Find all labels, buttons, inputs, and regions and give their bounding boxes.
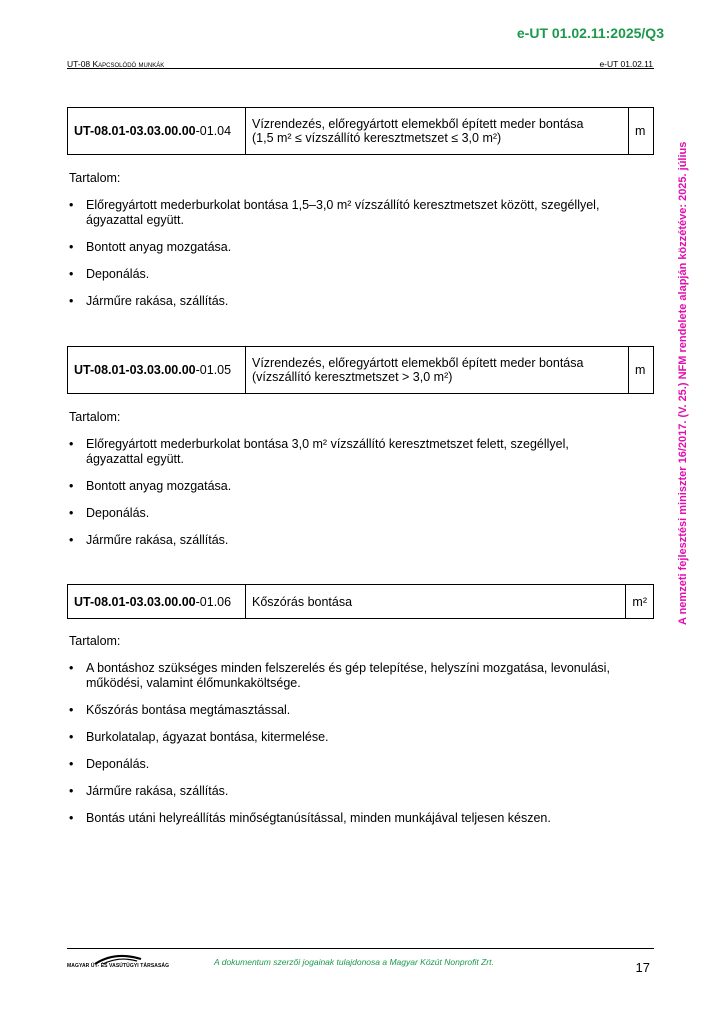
item-code: UT-08.01-03.03.00.00-01.06 bbox=[68, 585, 246, 619]
list-item: • Előregyártott mederburkolat bontása 1,5–3,0 m² vízszállító keresztmetszet között, szegéllyel, ágyazattal együtt. bbox=[69, 198, 629, 228]
item-unit: m bbox=[629, 108, 654, 155]
list-item: • Bontott anyag mozgatása. bbox=[69, 240, 629, 255]
list-item: • Bontás utáni helyreállítás minőségtanúsítással, minden munkájával teljesen készen. bbox=[69, 811, 629, 826]
list-item: • Burkolatalap, ágyazat bontása, kitermelése. bbox=[69, 730, 629, 745]
list-item: • Előregyártott mederburkolat bontása 3,0 m² vízszállító keresztmetszet felett, szegéllyel, ágyazattal együtt. bbox=[69, 437, 629, 467]
list-item: • Járműre rakása, szállítás. bbox=[69, 294, 629, 309]
item-code: UT-08.01-03.03.00.00-01.05 bbox=[68, 347, 246, 394]
document-reference: e-UT 01.02.11 bbox=[599, 59, 653, 69]
footer-divider bbox=[67, 948, 654, 949]
document-code: e-UT 01.02.11:2025/Q3 bbox=[516, 25, 664, 41]
list-item: • Járműre rakása, szállítás. bbox=[69, 533, 629, 548]
header-divider bbox=[67, 68, 654, 69]
item-table-01-06 bbox=[67, 584, 654, 619]
list-item: • Kőszórás bontása megtámasztással. bbox=[69, 703, 629, 718]
item-code: UT-08.01-03.03.00.00-01.04 bbox=[68, 108, 246, 155]
publication-side-note: A nemzeti fejlesztési miniszter 16/2017. (V. 25.) NFM rendelete alapján közzétéve: 2025. július bbox=[677, 141, 689, 625]
section-title: UT-08 Kapcsolódó munkák bbox=[67, 59, 165, 69]
list-item: • Járműre rakása, szállítás. bbox=[69, 784, 629, 799]
list-item: • Deponálás. bbox=[69, 757, 629, 772]
company-logo-icon bbox=[67, 951, 162, 973]
item-table-01-04 bbox=[67, 107, 654, 155]
list-item: • A bontáshoz szükséges minden felszerelés és gép telepítése, helyszíni mozgatása, levonulási, működési, valamint élőmunkaköltsége. bbox=[69, 661, 629, 691]
item-table-01-05 bbox=[67, 346, 654, 394]
company-logo-text: MAGYAR ÚT- ÉS VASÚTÜGYI TÁRSASÁG bbox=[67, 963, 170, 969]
content-label: Tartalom: bbox=[69, 634, 121, 648]
item-unit: m² bbox=[626, 585, 654, 619]
list-item: • Deponálás. bbox=[69, 506, 629, 521]
content-label: Tartalom: bbox=[69, 171, 121, 185]
copyright-notice: A dokumentum szerzői jogainak tulajdonosa a Magyar Közút Nonprofit Zrt. bbox=[214, 957, 494, 967]
item-bullet-list bbox=[69, 437, 629, 560]
item-bullet-list bbox=[69, 661, 629, 838]
item-bullet-list bbox=[69, 198, 629, 321]
content-label: Tartalom: bbox=[69, 410, 121, 424]
item-description: Vízrendezés, előregyártott elemekből épített meder bontása (1,5 m² ≤ vízszállító keresztmetszet ≤ 3,0 m²) bbox=[246, 108, 629, 155]
item-description: Kőszórás bontása bbox=[246, 585, 626, 619]
page-number: 17 bbox=[635, 960, 650, 975]
item-unit: m bbox=[629, 347, 654, 394]
item-description: Vízrendezés, előregyártott elemekből épített meder bontása (vízszállító keresztmetszet > 3,0 m²) bbox=[246, 347, 629, 394]
list-item: • Deponálás. bbox=[69, 267, 629, 282]
list-item: • Bontott anyag mozgatása. bbox=[69, 479, 629, 494]
